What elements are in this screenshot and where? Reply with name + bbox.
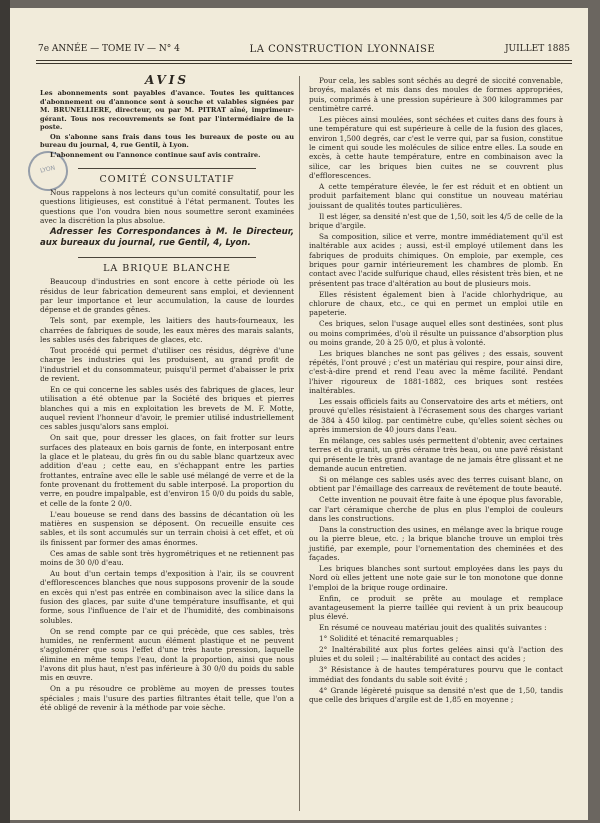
article-paragraph: Cette invention ne pouvait être faite à une époque plus favorable, car l'art céramique cherche de plus en plus l'emploi de couleurs dans les constructions. (309, 495, 563, 523)
article-paragraph: Ces amas de sable sont très hygrométriques et ne retiennent pas moins de 30 0/0 d'eau. (40, 548, 294, 567)
correspondence-address: Adresser les Correspondances à M. le Directeur, aux bureaux du journal, rue Gentil, 4, Lyon. (40, 227, 294, 249)
comite-paragraph: Nous rappelons à nos lecteurs qu'un comité consultatif, pour les questions litigieuses, est constitué à l'état permanent. Toutes les questions que l'on voudra bien nous soumettre seront examinées avec la discrétion la plus absolue. (40, 188, 294, 226)
article-paragraph: On sait que, pour dresser les glaces, on fait frotter sur leurs surfaces des plateaux en bois garnis de fonte, en interposant entre la glace et le plateau, du grès fin ou du sable blanc quartzeux avec addition d'eau ; cette eau, en s'échappant entre les parties frottantes, entraîne avec elle le sable usé mélangé de verre et de la fonte provenant du frottement du sable interposé. La proportion du verre, en poudre impalpable, est d'environ 15 0/0 du poids du sable, et celle de la fonte 2 0/0. (40, 433, 294, 508)
article-paragraph: Au bout d'un certain temps d'exposition à l'air, ils se couvrent d'efflorescences blanches que nous supposons provenir de la soude en excès qui n'est pas entrée en combinaison avec la silice dans la fusion des glaces, par suite d'une température insuffisante, et qui forme, sous l'influence de l'air et de l'humidité, des combinaisons solubles. (40, 568, 294, 625)
page-binding-edge (0, 0, 10, 823)
right-column (309, 76, 563, 706)
section-separator (78, 168, 256, 169)
header-rule-top (36, 60, 572, 61)
avis-title: AVIS (144, 73, 190, 87)
article-paragraph: L'eau boueuse se rend dans des bassins de décantation où les matières en suspension se déposent. On recueille ensuite ces sables, et ils sont accumulés sur un terrain choisi à cet effet, et où ils finissent par former des amas énormes. (40, 509, 294, 547)
article-paragraph: A cette température élevée, le fer est réduit et en obtient un produit parfaitement blanc qui constitue un nouveau matériau jouissant de qualités toutes particulières. (309, 181, 563, 210)
article-paragraph: 2° Inaltérabilité aux plus fortes gelées ainsi qu'à l'action des pluies et du soleil ; — inaltérabilité au contact des acides ; (309, 645, 563, 664)
article-paragraph: En résumé ce nouveau matériau jouit des qualités suivantes : (319, 623, 547, 633)
section-separator (78, 257, 256, 258)
comite-title: COMITÉ CONSULTATIF (99, 173, 235, 185)
article-paragraph: 4° Grande légèreté puisque sa densité n'est que de 1,50, tandis que celle des briques d'argile est de 1,85 en moyenne ; (309, 685, 563, 704)
column-divider (299, 76, 300, 811)
article-paragraph: Enfin, ce produit se prête au moulage et remplace avantageusement la pierre taillée qui revient à un prix beaucoup plus élevé. (309, 593, 563, 622)
article-paragraph: On a pu résoudre ce problème au moyen de presses toutes spéciales ; mais l'usure des parties filtrantes était telle, que l'on a été obligé de revenir à la méthode par voie sèche. (40, 684, 294, 712)
article-paragraph: Si on mélange ces sables usés avec des terres cuisant blanc, on obtient par l'émaillage des carreaux de revêtement de toute beauté. (309, 475, 563, 494)
article-paragraph: 1° Solidité et ténacité remarquables ; (319, 634, 459, 644)
newspaper-page (10, 8, 588, 820)
left-column (40, 73, 294, 714)
article-title: LA BRIQUE BLANCHE (103, 263, 231, 275)
article-paragraph: Sa composition, silice et verre, montre immédiatement qu'il est inaltérable aux acides ; aussi, est-il employé utilement dans les fabriques de produits chimiques. On emploie, par exemple, ces briques pour garnir intérieurement les chambres de plomb. En contact avec l'acide sulfurique chaud, elles résistent très bien, et ne présentent pas trace d'altération au bout de plusieurs mois. (309, 231, 563, 288)
article-paragraph: Les briques blanches sont surtout employées dans les pays du Nord où elles jettent une note gaie sur le ton monotone que donne l'emploi de la brique rouge ordinaire. (309, 563, 563, 592)
article-paragraph: Elles résistent également bien à l'acide chlorhydrique, au chlorure de chaux, etc., ce qui en permet un emploi utile en papeterie. (309, 289, 563, 318)
header-rule-bottom (36, 63, 572, 64)
avis-paragraph: Les abonnements sont payables d'avance. Toutes les quittances d'abonnement ou d'annonce sont à souche et valables signées par M. BRUNELLIERE, directeur, ou par M. PITRAT aîné, imprimeur-gérant. Tous nos recouvrements se font par l'intermédiaire de la poste. (40, 89, 294, 131)
article-paragraph: Il est léger, sa densité n'est que de 1,50, soit les 4/5 de celle de la brique d'argile. (309, 211, 563, 230)
article-paragraph: Les pièces ainsi moulées, sont séchées et cuites dans des fours à une température qui est supérieure à celle de la fusion des glaces, environ 1,500 degrés, car c'est le verre qui, par sa fusion, constitue le ciment qui soude les molécules de silice entre elles. La soude en excès, à cette haute température, entre en combinaison avec la silice, car les briques bien cuites ne se couvrent plus d'efflorescences. (309, 114, 563, 181)
article-paragraph: Pour cela, les sables sont séchés au degré de siccité convenable, broyés, malaxés et mis dans des moules de formes appropriées, puis, comprimés à une pression supérieure à 300 kilogrammes par centimètre carré. (309, 76, 563, 114)
article-paragraph: Tels sont, par exemple, les laitiers des hauts-fourneaux, les charrées de fabriques de soude, les eaux mères des marais salants, les sables usés des fabriques de glaces, etc. (40, 316, 294, 345)
article-paragraph: Beaucoup d'industries en sont encore à cette période où les résidus de leur fabrication demeurent sans emploi, et deviennent par leur importance et leur accumulation, la cause de lourdes dépense et de grandes gênes. (40, 277, 294, 315)
avis-paragraph: On s'abonne sans frais dans tous les bureaux de poste ou au bureau du journal, 4, rue Gentil, à Lyon. (40, 132, 294, 150)
article-right-text (309, 76, 563, 704)
article-paragraph: En mélange, ces sables usés permettent d'obtenir, avec certaines terres et du granit, un grès cérame très beau, ou une pavé résistant qui présente le très grand avantage de ne jamais être glissant et ne demande aucun entretien. (309, 436, 563, 474)
article-paragraph: 3° Résistance à de hautes températures pourvu que le contact immédiat des fondants du sable soit évité ; (309, 665, 563, 684)
library-stamp: LYON (24, 147, 71, 194)
article-paragraph: Les essais officiels faits au Conservatoire des arts et métiers, ont prouvé qu'elles résistaient à l'écrasement sous des charges variant de 384 à 450 kilog. par centimètre cube, qu'elles soient sèches ou après immersion de 40 jours dans l'eau. (309, 397, 563, 435)
article-paragraph: En ce qui concerne les sables usés des fabriques de glaces, leur utilisation a été obtenue par la Société des briques et pierres blanches qui a mis en exploitation les brevets de M. F. Motte, auquel revient l'honneur d'avoir, le premier utilisé industriellement ces sables jusqu'alors sans emploi. (40, 385, 294, 432)
article-paragraph: Dans la construction des usines, en mélange avec la brique rouge ou la pierre bleue, etc. ; la brique blanche trouve un emploi très justifié, par exemple, pour l'ornementation des cheminées et des façades. (309, 524, 563, 562)
article-paragraph: On se rend compte par ce qui précède, que ces sables, très humides, ne renferment aucun élément plastique et ne peuvent s'agglomérer que sous l'effet d'une très haute pression, laquelle élimine en même temps l'eau, dont la proportion, ainsi que nous l'avons dit plus haut, n'est pas inférieure à 30 0/0 du poids du sable mis en œuvre. (40, 626, 294, 683)
article-paragraph: Les briques blanches ne sont pas gélives ; des essais, souvent répétés, l'ont prouvé ; c'est un matériau qui respire, pour ainsi dire, c'est-à-dire prend et rend l'eau avec la même facilité. Pendant l'hiver rigoureux de 1881-1882, ces briques sont restées inaltérables. (309, 348, 563, 396)
running-header (38, 42, 570, 56)
article-paragraph: Tout procédé qui permet d'utiliser ces résidus, dégrève d'une charge les industries qui les produisent, au grand profit de l'industriel et du consommateur, puisqu'il permet d'abaisser le prix de revient. (40, 346, 294, 384)
issue-info: 7e ANNÉE — TOME IV — N° 4 (38, 44, 180, 54)
journal-title: LA CONSTRUCTION LYONNAISE (249, 43, 436, 55)
avis-paragraph: L'abonnement ou l'annonce continue sauf avis contraire. (50, 151, 261, 160)
issue-date: JUILLET 1885 (504, 44, 570, 54)
article-left-text (40, 277, 294, 712)
article-paragraph: Ces briques, selon l'usage auquel elles sont destinées, sont plus ou moins comprimées, d'où il résulte un puissance d'absorption plus ou moins grande, 20 à 25 0/0, et plus à volonté. (309, 319, 563, 347)
